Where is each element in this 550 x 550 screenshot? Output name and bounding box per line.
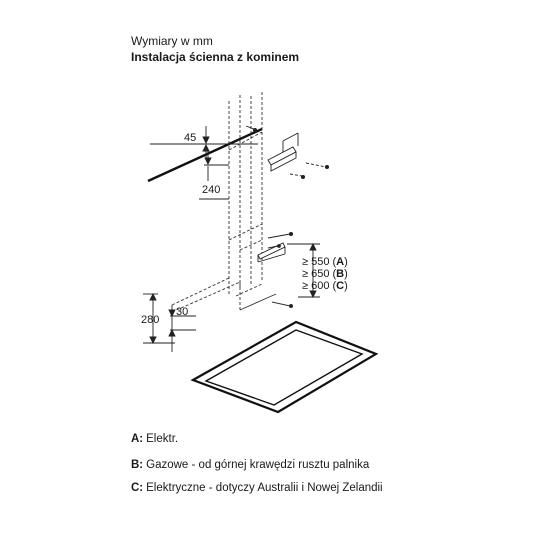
dim-280-label: 280	[141, 314, 160, 326]
chimney-outline	[229, 92, 262, 295]
dim-45-label: 45	[184, 132, 197, 144]
lower-bracket	[258, 232, 293, 262]
dim-240-label: 240	[202, 184, 221, 196]
legend-item-a	[131, 432, 391, 446]
clearance-a: ≥ 550 (A)	[302, 256, 348, 268]
upper-bracket	[268, 133, 298, 171]
legend-key: B:	[131, 459, 144, 471]
units-label: Wymiary w mm	[131, 34, 213, 48]
legend-item-c	[131, 481, 391, 495]
legend-item-b	[131, 458, 391, 472]
legend-key: C:	[131, 482, 144, 494]
clearance-b: ≥ 650 (B)	[302, 268, 348, 280]
legend-text: Elektr.	[146, 433, 179, 445]
clearance-c: ≥ 600 (C)	[302, 280, 348, 292]
legend-text: Elektryczne - dotyczy Australii i Nowej Zelandii	[146, 482, 383, 494]
dim-30-label: 30	[176, 306, 189, 318]
legend-text: Gazowe - od górnej krawędzi rusztu palnika	[146, 459, 370, 471]
diagram-title: Instalacja ścienna z kominem	[131, 50, 300, 64]
hood-body	[172, 278, 293, 312]
legend-key: A:	[131, 433, 144, 445]
